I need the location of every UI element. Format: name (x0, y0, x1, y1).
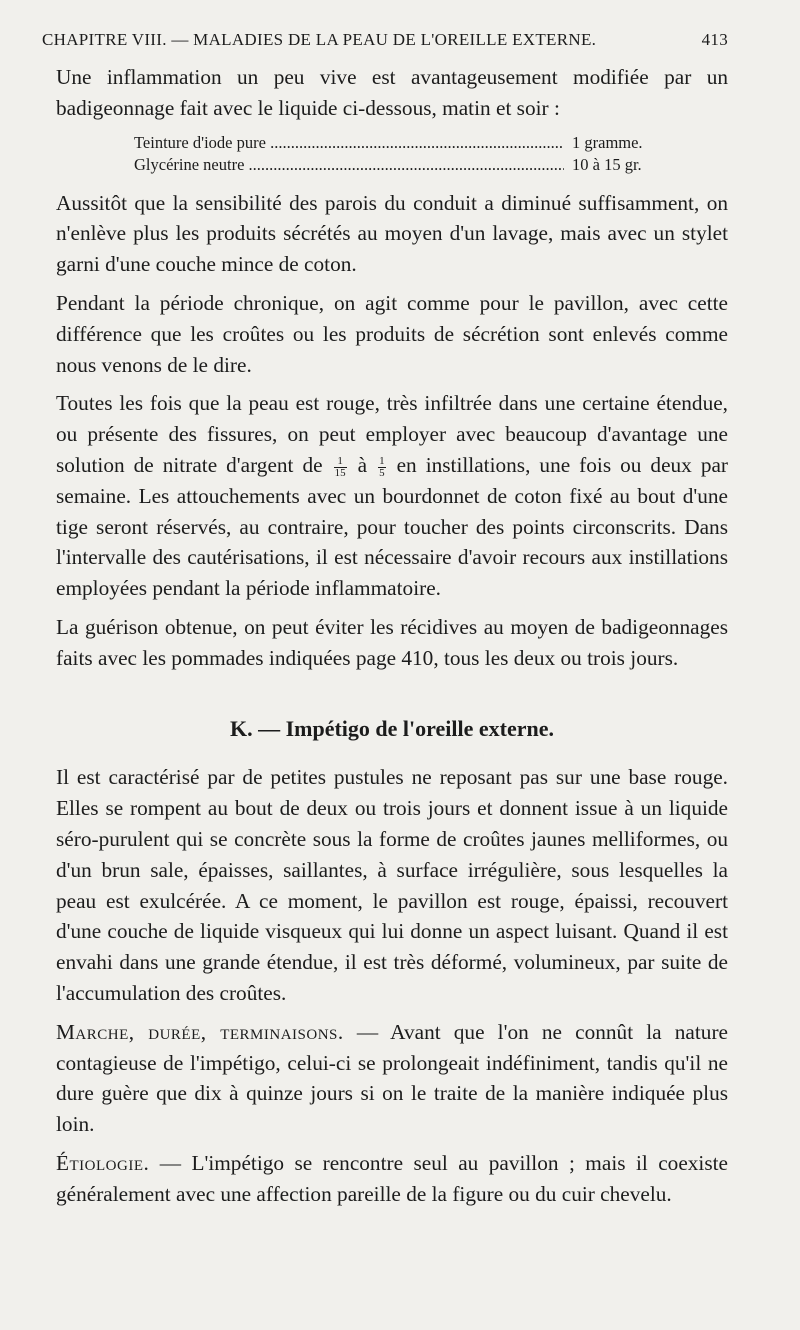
section-heading: K. — Impétigo de l'oreille externe. (229, 715, 555, 741)
running-header (42, 30, 728, 50)
fraction-denominator: 15 (334, 466, 346, 479)
run-in-heading: Étiologie. (56, 1150, 150, 1175)
recipe-line (134, 154, 664, 176)
recipe-line (134, 132, 664, 154)
recipe-quantity: 1 gramme. (572, 132, 643, 152)
run-in-heading: Marche, durée, terminaisons. (56, 1019, 344, 1044)
paragraph-periode-chronique: Pendant la période chronique, on agit comme pour le pavillon, avec cette différence que les croûtes ou les produits de sécrétion sont enlevés comme nous venons de le dire. (56, 290, 728, 377)
paragraph-sensibilite: Aussitôt que la sensibilité des parois du conduit a diminué suffisamment, on n'enlève plus les produits sécrétés au moyen d'un lavage, mais avec un stylet garni d'une couche mince de coton. (56, 190, 728, 277)
paragraph-etiologie (56, 1148, 728, 1210)
paragraph-guerison: La guérison obtenue, on peut éviter les récidives au moyen de badigeonnages faits avec les pommades indiquées page 410, tous les deux ou trois jours. (56, 614, 728, 670)
paragraph-inflammation: Une inflammation un peu vive est avantageusement modifiée par un badigeonnage fait avec le liquide ci-dessous, matin et soir : (56, 65, 728, 120)
fraction-numerator: 1 (334, 456, 347, 468)
text-run: à (357, 452, 368, 477)
recipe-formula (134, 132, 728, 176)
fraction (378, 456, 386, 479)
paragraph-description-impetigo: Il est caractérisé par de petites pustules ne reposant pas sur une base rouge. Elles se rompent au bout de deux ou trois jours et donnent issue à un liquide séro-purulent qui se concrète sous la forme de croûtes jaunes melliformes, ou d'un brun sale, épaisses, saillantes, à surface irrégulière, sous lesquelles la peau est exulcérée. A ce moment, le pavillon est rouge, épaissi, recouvert d'une couche de liquide visqueux qui lui donne un aspect luisant. Quand il est envahi dans une grande étendue, il est très déformé, volumineux, par suite de l'accumulation des croûtes. (56, 765, 728, 1005)
fraction (334, 456, 347, 479)
recipe-ingredient: Teinture d'iode pure ..... (134, 132, 564, 154)
page-body (56, 62, 728, 1218)
text-run: Toutes les fois que la peau est rouge, très infiltrée dans une certaine étendue, ou présente des fissures, on peut employer avec beaucoup d'avantage une solution de nitrate d'argent de (56, 391, 728, 477)
paragraph-nitrate-argent (56, 388, 728, 604)
text-run: en instillations, une fois ou deux par semaine. Les attouchements avec un bourdonnet de coton fixé au bout d'une tige seront réservés, au contraire, pour toucher des points circonscrits. Dans l'intervalle des cautérisations, il est nécessaire d'avoir recours aux instillations employées pendant la période inflammatoire. (56, 452, 729, 601)
recipe-ingredient: Glycérine neutre ..... (134, 154, 564, 176)
running-title: CHAPITRE VIII. — MALADIES DE LA PEAU DE L'OREILLE EXTERNE. (42, 30, 597, 49)
recipe-quantity: 10 à 15 gr. (572, 154, 642, 174)
text-run: — L'impétigo se rencontre seul au pavillon ; mais il coexiste généralement avec une affection pareille de la figure ou du cuir chevelu. (56, 1150, 728, 1206)
paragraph-marche (56, 1017, 728, 1140)
fraction-denominator: 5 (379, 466, 385, 479)
page-number: 413 (701, 30, 728, 49)
fraction-numerator: 1 (379, 454, 385, 467)
text-run: — Avant que l'on ne connût la nature contagieuse de l'impétigo, celui-ci se prolongeait indéfiniment, tandis qu'il ne dure guère que dix à quinze jours si on le traite de la manière indiquée plus loin. (56, 1019, 728, 1137)
